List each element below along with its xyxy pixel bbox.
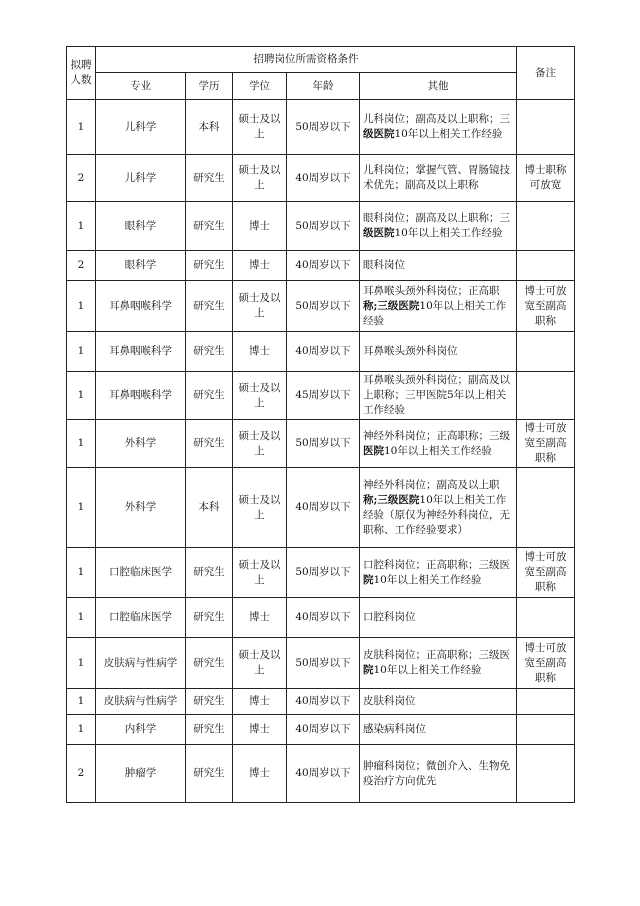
degree-cell: 博士 (233, 689, 287, 715)
header-education: 学历 (186, 73, 233, 100)
major-cell: 耳鼻咽喉科学 (96, 372, 186, 420)
other-text-bold: 医院 (363, 444, 384, 457)
remark-cell (517, 251, 575, 281)
count-cell: 1 (67, 281, 96, 332)
degree-cell: 博士 (233, 745, 287, 803)
other-text-bold: 级医院 (363, 128, 395, 140)
education-cell: 研究生 (186, 372, 233, 420)
age-cell: 40周岁以下 (287, 715, 360, 745)
other-cell (360, 372, 517, 420)
other-cell (360, 598, 517, 638)
age-cell: 40周岁以下 (287, 155, 360, 202)
other-cell (360, 332, 517, 372)
education-cell: 研究生 (186, 420, 233, 468)
degree-cell: 硕士及以上 (233, 372, 287, 420)
major-cell: 眼科学 (96, 202, 186, 251)
table-row (67, 548, 575, 598)
degree-cell: 硕士及以上 (233, 638, 287, 689)
header-group: 招聘岗位所需资格条件 (96, 47, 517, 73)
other-text-rest: 10年以上相关工作经验 (373, 664, 482, 676)
other-text-rest: 10年以上相关工作经验（原仅为神经外科岗位，无职称、工作经验要求） (363, 493, 510, 536)
other-cell (360, 715, 517, 745)
degree-cell: 博士 (233, 598, 287, 638)
other-cell (360, 638, 517, 689)
table-row (67, 155, 575, 202)
remark-cell (517, 689, 575, 715)
table-row (67, 332, 575, 372)
count-cell: 2 (67, 155, 96, 202)
count-cell: 1 (67, 468, 96, 548)
table-row (67, 689, 575, 715)
other-text-rest: 10年以上相关工作经验 (363, 299, 507, 327)
count-cell: 1 (67, 638, 96, 689)
table-row (67, 715, 575, 745)
table-row (67, 468, 575, 548)
count-cell: 2 (67, 745, 96, 803)
other-cell (360, 548, 517, 598)
header-major: 专业 (96, 73, 186, 100)
count-cell: 1 (67, 715, 96, 745)
degree-cell: 博士 (233, 332, 287, 372)
table-row (67, 598, 575, 638)
education-cell: 本科 (186, 100, 233, 155)
remark-cell (517, 202, 575, 251)
other-text-rest: 10年以上相关工作经验 (394, 227, 503, 239)
other-text-bold: 级医院 (363, 227, 395, 239)
age-cell: 40周岁以下 (287, 598, 360, 638)
major-cell: 儿科学 (96, 155, 186, 202)
major-cell: 眼科学 (96, 251, 186, 281)
remark-cell: 博士可放宽至副高职称 (517, 638, 575, 689)
age-cell: 40周岁以下 (287, 468, 360, 548)
other-text-rest: 10年以上相关工作经验 (384, 444, 492, 457)
other-text-bold: 称;三级医院 (363, 493, 420, 506)
other-cell (360, 251, 517, 281)
remark-cell (517, 715, 575, 745)
remark-cell (517, 745, 575, 803)
age-cell: 50周岁以下 (287, 548, 360, 598)
other-cell (360, 745, 517, 803)
education-cell: 研究生 (186, 715, 233, 745)
major-cell: 皮肤病与性病学 (96, 638, 186, 689)
degree-cell: 硕士及以上 (233, 281, 287, 332)
count-cell: 1 (67, 100, 96, 155)
education-cell: 研究生 (186, 251, 233, 281)
remark-cell: 博士可放宽至副高职称 (517, 548, 575, 598)
degree-cell: 博士 (233, 251, 287, 281)
age-cell: 40周岁以下 (287, 745, 360, 803)
header-other: 其他 (360, 73, 517, 100)
education-cell: 研究生 (186, 332, 233, 372)
major-cell: 外科学 (96, 420, 186, 468)
other-text: 眼科岗位；副高及以上职称；三 (363, 212, 510, 224)
major-cell: 肿瘤学 (96, 745, 186, 803)
remark-cell (517, 468, 575, 548)
other-text: 神经外科岗位；正高职称；三级 (363, 429, 510, 442)
count-cell: 2 (67, 251, 96, 281)
remark-cell (517, 332, 575, 372)
age-cell: 50周岁以下 (287, 100, 360, 155)
table-row (67, 638, 575, 689)
other-cell (360, 468, 517, 548)
other-text: 眼科岗位 (363, 259, 405, 271)
other-cell (360, 100, 517, 155)
other-text: 口腔科岗位 (363, 611, 416, 623)
table-row (67, 745, 575, 803)
other-text-bold: 院 (363, 664, 374, 676)
header-remark: 备注 (517, 47, 575, 100)
age-cell: 50周岁以下 (287, 420, 360, 468)
degree-cell: 硕士及以上 (233, 100, 287, 155)
header-degree: 学位 (233, 73, 287, 100)
other-text: 耳鼻喉头颈外科岗位；正高职 (363, 284, 500, 297)
count-cell: 1 (67, 548, 96, 598)
degree-cell: 硕士及以上 (233, 420, 287, 468)
major-cell: 皮肤病与性病学 (96, 689, 186, 715)
other-cell (360, 155, 517, 202)
remark-cell: 博士可放宽至副高职称 (517, 420, 575, 468)
header-row-bottom (67, 73, 575, 100)
other-text-bold: 称;三级医院 (363, 299, 420, 312)
header-count: 拟聘人数 (67, 47, 96, 100)
other-text: 口腔科岗位；正高职称；三级医 (363, 558, 510, 571)
education-cell: 研究生 (186, 745, 233, 803)
other-text: 耳鼻喉头颈外科岗位；副高及以上职称；三甲医院5年以上相关工作经验 (363, 374, 510, 416)
age-cell: 50周岁以下 (287, 638, 360, 689)
remark-cell (517, 372, 575, 420)
age-cell: 40周岁以下 (287, 689, 360, 715)
major-cell: 耳鼻咽喉科学 (96, 281, 186, 332)
header-age: 年龄 (287, 73, 360, 100)
degree-cell: 博士 (233, 715, 287, 745)
education-cell: 研究生 (186, 202, 233, 251)
other-text-bold: 院 (363, 573, 374, 586)
education-cell: 本科 (186, 468, 233, 548)
table-row (67, 420, 575, 468)
education-cell: 研究生 (186, 689, 233, 715)
major-cell: 外科学 (96, 468, 186, 548)
other-text: 皮肤科岗位；正高职称；三级医 (363, 649, 510, 661)
count-cell: 1 (67, 202, 96, 251)
degree-cell: 硕士及以上 (233, 548, 287, 598)
other-text: 耳鼻喉头颈外科岗位 (363, 345, 458, 357)
education-cell: 研究生 (186, 548, 233, 598)
remark-cell: 博士职称可放宽 (517, 155, 575, 202)
remark-cell: 博士可放宽至副高职称 (517, 281, 575, 332)
major-cell: 儿科学 (96, 100, 186, 155)
degree-cell: 硕士及以上 (233, 155, 287, 202)
major-cell: 内科学 (96, 715, 186, 745)
education-cell: 研究生 (186, 638, 233, 689)
count-cell: 1 (67, 689, 96, 715)
age-cell: 50周岁以下 (287, 281, 360, 332)
header-row-top (67, 47, 575, 73)
count-cell: 1 (67, 372, 96, 420)
major-cell: 口腔临床医学 (96, 548, 186, 598)
table-row (67, 100, 575, 155)
degree-cell: 博士 (233, 202, 287, 251)
count-cell: 1 (67, 420, 96, 468)
age-cell: 40周岁以下 (287, 251, 360, 281)
age-cell: 50周岁以下 (287, 202, 360, 251)
other-text: 儿科岗位；掌握气管、胃肠镜技术优先；副高及以上职称 (363, 164, 510, 191)
major-cell: 口腔临床医学 (96, 598, 186, 638)
table-row (67, 281, 575, 332)
other-text: 皮肤科岗位 (363, 695, 416, 707)
count-cell: 1 (67, 598, 96, 638)
other-text: 神经外科岗位；副高及以上职 (363, 478, 500, 491)
other-cell (360, 420, 517, 468)
education-cell: 研究生 (186, 281, 233, 332)
other-text: 肿瘤科岗位；微创介入、生物免疫治疗方向优先 (363, 759, 510, 787)
age-cell: 40周岁以下 (287, 332, 360, 372)
education-cell: 研究生 (186, 598, 233, 638)
recruitment-table (66, 46, 575, 803)
other-text: 感染病科岗位 (363, 723, 426, 735)
table-row (67, 251, 575, 281)
degree-cell: 硕士及以上 (233, 468, 287, 548)
education-cell: 研究生 (186, 155, 233, 202)
remark-cell (517, 598, 575, 638)
other-text-rest: 10年以上相关工作经验 (394, 128, 503, 140)
other-cell (360, 689, 517, 715)
other-text: 儿科岗位；副高及以上职称；三 (363, 113, 510, 125)
major-cell: 耳鼻咽喉科学 (96, 332, 186, 372)
table-row (67, 202, 575, 251)
count-cell: 1 (67, 332, 96, 372)
other-cell (360, 202, 517, 251)
other-text-rest: 10年以上相关工作经验 (373, 573, 482, 586)
remark-cell (517, 100, 575, 155)
other-cell (360, 281, 517, 332)
table-row (67, 372, 575, 420)
age-cell: 45周岁以下 (287, 372, 360, 420)
